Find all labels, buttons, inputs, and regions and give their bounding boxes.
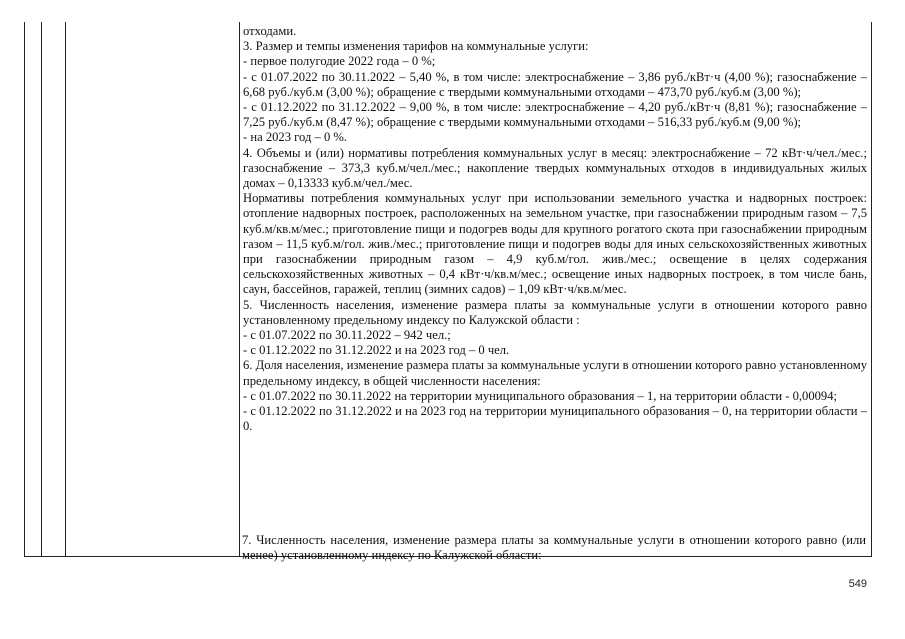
table-text-continuation — [242, 533, 866, 563]
paragraph: 7. Численность населения, изменение размера платы за коммунальные услуги в отношении которого равно (или менее) установленному индексу по Калужской области: — [242, 533, 866, 563]
paragraph: - с 01.07.2022 по 30.11.2022 на территории муниципального образования – 1, на территории области - 0,00094; — [243, 388, 838, 403]
paragraph: 6. Доля населения, изменение размера платы за коммунальные услуги в отношении которого равно установленному предельному индексу, в общей численности населения: — [243, 358, 867, 388]
paragraph: 5. Численность населения, изменение размера платы за коммунальные услуги в отношении которого равно установленному предельному индексу по Калужской области : — [243, 297, 867, 327]
page-number: 549 — [848, 578, 867, 590]
paragraph: - с 01.12.2022 по 31.12.2022 – 9,00 %, в том числе: электроснабжение – 4,20 руб./кВт·ч (8,81 %); газоснабжение – 7,25 руб./куб.м (8,47 %); обращение с твердыми коммунальными отходами – 516,33 руб./куб.м (9,00 %); — [243, 100, 867, 130]
document-table — [24, 22, 872, 557]
paragraph: - с 01.12.2022 по 31.12.2022 и на 2023 год – 0 чел. — [243, 343, 510, 358]
paragraph: - на 2023 год – 0 %. — [243, 130, 348, 145]
paragraph: 4. Объемы и (или) нормативы потребления коммунальных услуг в месяц: электроснабжение – 72 кВт·ч/чел./мес.; газоснабжение – 373,3 куб.м/чел./мес.; накопление твердых коммунальных отходов в индивидуальных жилых домах – 0,13333 куб.м/чел./мес. — [243, 145, 867, 191]
paragraph: - с 01.07.2022 по 30.11.2022 – 5,40 %, в том числе: электроснабжение – 3,86 руб./кВт·ч (4,00 %); газоснабжение – 6,68 руб./куб.м (3,00 %); обращение с твердыми коммунальными отходами – 473,70 руб./куб.м (3,00 %); — [243, 69, 867, 99]
paragraph: Нормативы потребления коммунальных услуг при использовании земельного участка и надворных построек: отопление надворных построек, расположенных на земельном участке, при газоснабжении природным газом – 7,5 куб.м/кв.м/мес.; приготовление пищи и подогрев воды для крупного рогатого скота при газоснабжении природным газом – 11,5 куб.м/гол. жив./мес.; приготовление пищи и подогрев воды для иных сельскохозяйственных животных при газоснабжении природным газом – 4,9 куб.м/гол. жив./мес.; освещение в целях содержания сельскохозяйственных животных – 0,4 кВт·ч/кв.м/мес.; освещение иных надворных построек, в том числе бань, саун, бассейнов, гаражей, теплиц (зимних садов) – 1,09 кВт·ч/кв.м/мес. — [243, 191, 867, 297]
table-column-divider-1 — [41, 22, 42, 556]
paragraph: 3. Размер и темпы изменения тарифов на коммунальные услуги: — [243, 39, 589, 54]
paragraph: - с 01.12.2022 по 31.12.2022 и на 2023 год на территории муниципального образования – 0, на территории области – 0. — [243, 404, 867, 434]
paragraph: - с 01.07.2022 по 30.11.2022 – 942 чел.; — [243, 328, 451, 343]
table-text-cell — [243, 24, 867, 434]
paragraph: - первое полугодие 2022 года – 0 %; — [243, 54, 436, 69]
paragraph: отходами. — [243, 24, 297, 38]
table-column-divider-2 — [65, 22, 66, 556]
table-column-divider-3 — [239, 22, 240, 556]
